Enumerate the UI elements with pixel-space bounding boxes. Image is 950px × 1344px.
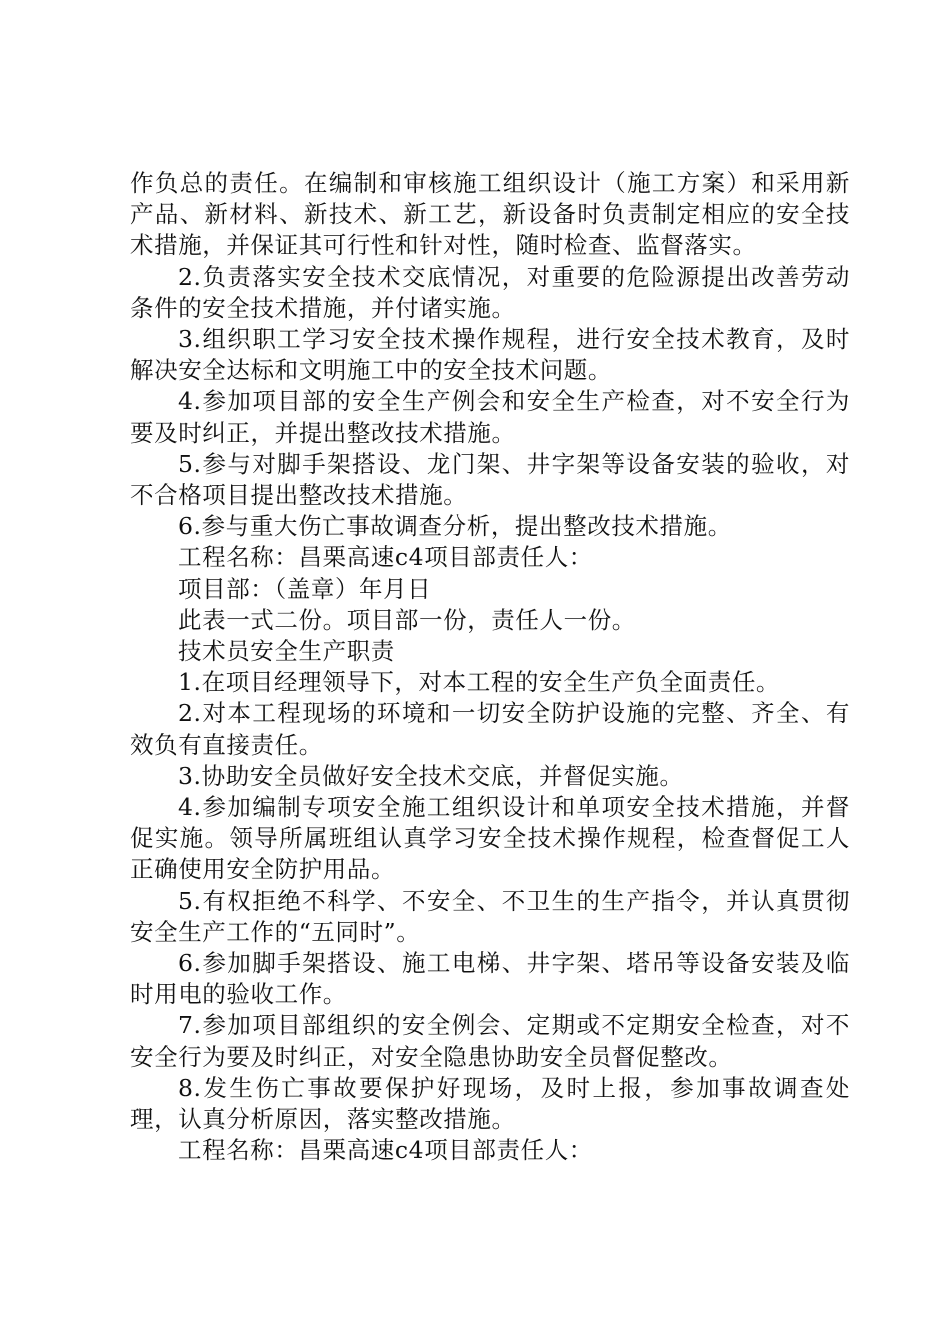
duty-item-4: 4.参加编制专项安全施工组织设计和单项安全技术措施，并督促实施。领导所属班组认真学习安全技术操作规程，检查督促工人正确使用安全防护用品。 bbox=[130, 793, 850, 884]
paragraph-responsibility-intro: 作负总的责任。在编制和审核施工组织设计（施工方案）和采用新产品、新材料、新技术、新工艺，新设备时负责制定相应的安全技术措施，并保证其可行性和针对性，随时检查、监督落实。 bbox=[130, 169, 850, 260]
paragraph-item-3: 3.组织职工学习安全技术操作规程，进行安全技术教育，及时解决安全达标和文明施工中的安全技术问题。 bbox=[130, 325, 850, 385]
section-heading: 技术员安全生产职责 bbox=[178, 637, 395, 666]
duty-item-6: 6.参加脚手架搭设、施工电梯、井字架、塔吊等设备安装及临时用电的验收工作。 bbox=[130, 949, 850, 1009]
duty-item-7: 7.参加项目部组织的安全例会、定期或不定期安全检查，对不安全行为要及时纠正，对安全隐患协助安全员督促整改。 bbox=[130, 1011, 850, 1071]
paragraph-item-4: 4.参加项目部的安全生产例会和安全生产检查，对不安全行为要及时纠正，并提出整改技术措施。 bbox=[130, 387, 850, 447]
duty-item-5: 5.有权拒绝不科学、不安全、不卫生的生产指令，并认真贯彻安全生产工作的“五同时”。 bbox=[130, 886, 850, 946]
stamp-date-line: 项目部：（盖章）年月日 bbox=[178, 574, 432, 603]
duty-item-3: 3.协助安全员做好安全技术交底，并督促实施。 bbox=[178, 761, 684, 790]
project-name-line: 工程名称：昌栗高速c4项目部责任人： bbox=[178, 543, 593, 572]
document-body bbox=[130, 168, 850, 1167]
paragraph-item-5: 5.参与对脚手架搭设、龙门架、井字架等设备安装的验收，对不合格项目提出整改技术措施。 bbox=[130, 449, 850, 510]
copies-note: 此表一式二份。项目部一份，责任人一份。 bbox=[178, 605, 636, 634]
duty-item-8: 8.发生伤亡事故要保护好现场，及时上报，参加事故调查处理，认真分析原因，落实整改措施。 bbox=[130, 1073, 850, 1134]
duty-item-2: 2.对本工程现场的环境和一切安全防护设施的完整、齐全、有效负有直接责任。 bbox=[130, 699, 850, 759]
project-name-line-2: 工程名称：昌栗高速c4项目部责任人： bbox=[178, 1136, 593, 1165]
duty-item-1: 1.在项目经理领导下，对本工程的安全生产负全面责任。 bbox=[178, 668, 781, 697]
paragraph-item-2: 2.负责落实安全技术交底情况，对重要的危险源提出改善劳动条件的安全技术措施，并付诸实施。 bbox=[130, 262, 850, 322]
paragraph-item-6: 6.参与重大伤亡事故调查分析，提出整改技术措施。 bbox=[178, 512, 732, 541]
